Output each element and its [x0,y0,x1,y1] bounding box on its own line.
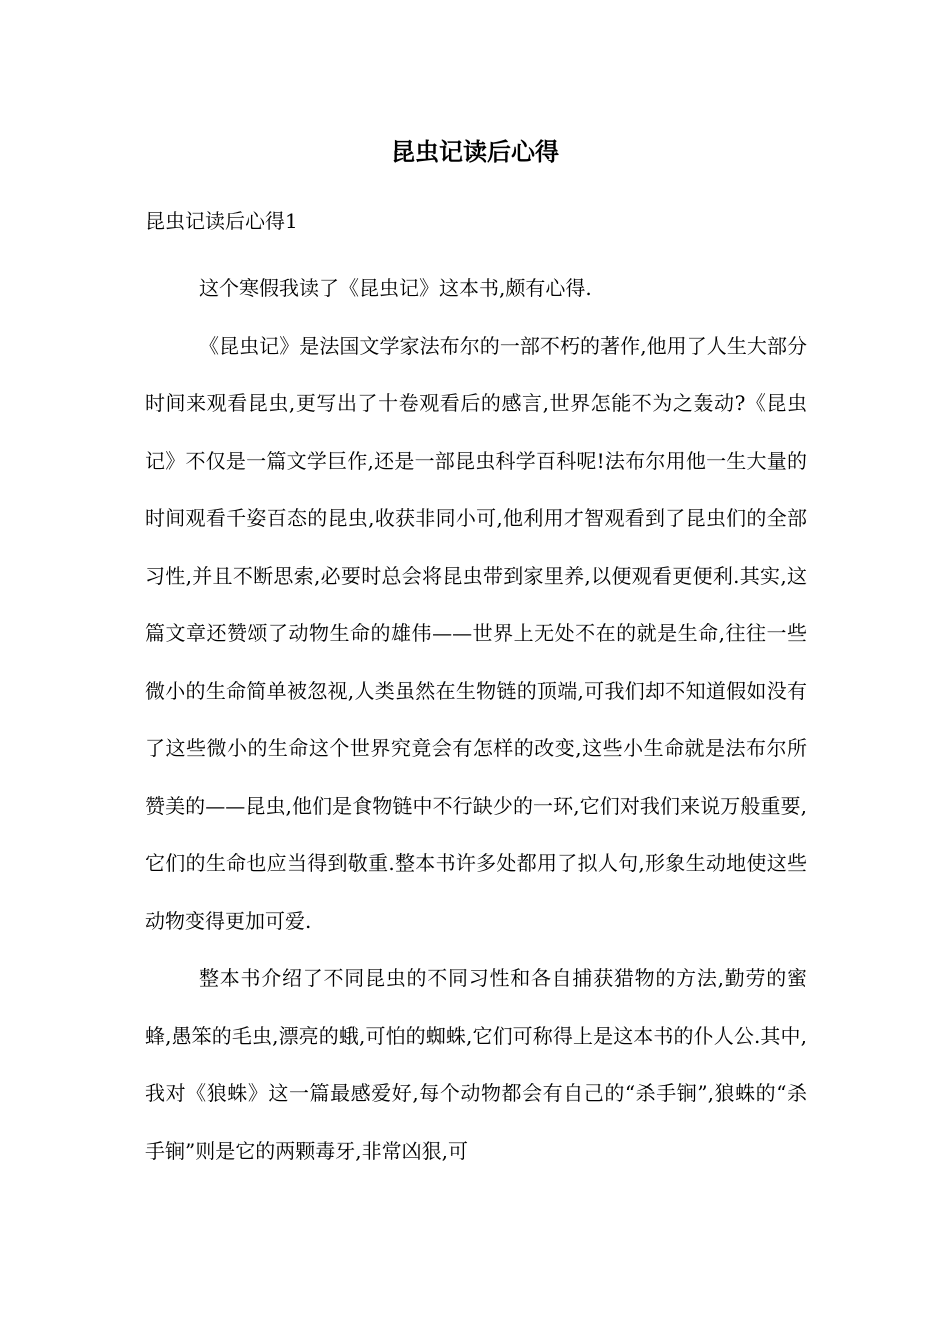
paragraph-1: 这个寒假我读了《昆虫记》这本书,颇有心得. [199,276,592,300]
paragraph-3: 整本书介绍了不同昆虫的不同习性和各自捕获猎物的方法,勤劳的蜜蜂,愚笨的毛虫,漂亮的蛾,可怕的蜘蛛,它们可称得上是这本书的仆人公.其中,我对《狼蛛》这一篇最感爱好,每个动物都会有自己的“杀手锏”,狼蛛的“杀手锏”则是它的两颗毒牙,非常凶狠,可 [145,966,807,1163]
document-title: 昆虫记读后心得 [391,137,559,166]
document-body [145,260,807,1180]
section-heading: 昆虫记读后心得1 [145,209,298,233]
paragraph-2: 《昆虫记》是法国文学家法布尔的一部不朽的著作,他用了人生大部分时间来观看昆虫,更写出了十卷观看后的感言,世界怎能不为之轰动?《昆虫记》不仅是一篇文学巨作,还是一部昆虫科学百科呢!法布尔用他一生大量的时间观看千姿百态的昆虫,收获非同小可,他利用才智观看到了昆虫们的全部习性,并且不断思索,必要时总会将昆虫带到家里养,以便观看更便利.其实,这篇文章还赞颂了动物生命的雄伟——世界上无处不在的就是生命,往往一些微小的生命简单被忽视,人类虽然在生物链的顶端,可我们却不知道假如没有了这些微小的生命这个世界究竟会有怎样的改变,这些小生命就是法布尔所赞美的——昆虫,他们是食物链中不行缺少的一环,它们对我们来说万般重要,它们的生命也应当得到敬重.整本书许多处都用了拟人句,形象生动地使这些动物变得更加可爱. [145,333,807,933]
